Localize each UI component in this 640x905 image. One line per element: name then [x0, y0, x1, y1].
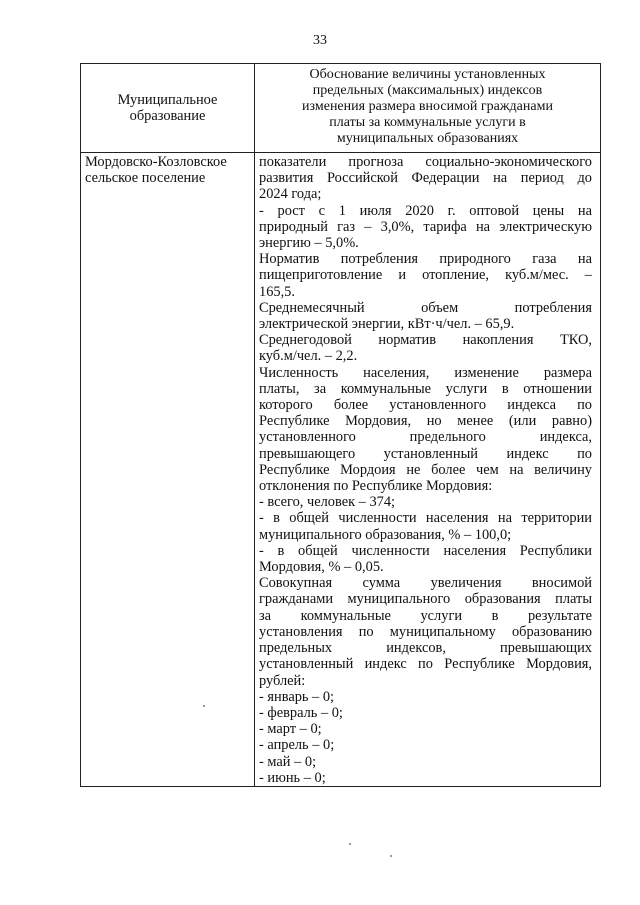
justification-line: - в общей численности населения Республики [259, 542, 592, 559]
justification-line: Численность населения, изменение размера [259, 364, 592, 381]
justification-line: - март – 0; [259, 721, 322, 738]
justification-line: Республике Мордовия, но менее (или равно) [259, 413, 592, 430]
justification-line: - в общей численности населения на территории [259, 510, 592, 527]
justification-line: - всего, человек – 374; [259, 494, 396, 511]
header-justification-line: муниципальных образованиях [336, 131, 519, 146]
row-justification [255, 153, 601, 787]
justification-line: электрической энергии, кВт·ч/чел. – 65,9. [259, 316, 515, 333]
justification-line: которого более установленного индекса по [259, 397, 592, 414]
justification-line: за коммунальные услуги в результате [259, 607, 592, 624]
scan-speck [203, 705, 205, 707]
header-justification-line: платы за коммунальные услуги в [329, 115, 526, 130]
justification-line: Среднегодовой норматив накопления ТКО, [259, 332, 592, 349]
justification-line: - июнь – 0; [259, 769, 326, 786]
justification-line: установленный индекс по Республике Мордовия, [259, 656, 592, 673]
header-municipality-text: Муниципальное образование [117, 91, 218, 124]
justification-line: - февраль – 0; [259, 704, 343, 721]
row-municipality [81, 153, 255, 787]
indices-table [80, 63, 601, 787]
justification-text [259, 154, 592, 786]
justification-line: муниципального образования, % – 100,0; [259, 526, 512, 543]
table-row [81, 153, 601, 787]
header-justification-line: изменения размера вносимой гражданами [302, 99, 553, 114]
justification-line: - апрель – 0; [259, 737, 335, 754]
scan-speck [390, 855, 392, 857]
justification-line: 165,5. [259, 283, 295, 300]
header-municipality [81, 64, 255, 153]
justification-line: показатели прогноза социально-экономического [259, 154, 592, 170]
justification-line: Норматив потребления природного газа на [259, 251, 592, 268]
justification-line: гражданами муниципального образования платы [259, 591, 592, 608]
justification-line: - январь – 0; [259, 688, 335, 705]
justification-line: куб.м/чел. – 2,2. [259, 348, 358, 365]
scan-speck [349, 843, 351, 845]
justification-line: превышающего установленный индекс по [259, 445, 592, 462]
justification-line: Мордовия, % – 0,05. [259, 559, 384, 576]
header-justification [255, 64, 601, 153]
justification-line: предельных индексов, превышающих [259, 640, 592, 657]
page-number: 33 [313, 33, 327, 48]
justification-line: 2024 года; [259, 186, 322, 203]
justification-line: природный газ – 3,0%, тарифа на электрическую [259, 218, 592, 235]
justification-line: Республике Мордоия не более чем на величину [259, 461, 592, 478]
justification-line: - май – 0; [259, 753, 317, 770]
justification-line: установления по муниципальному образованию [259, 623, 592, 640]
municipality-name-line: Мордовско-Козловское [85, 154, 227, 170]
header-justification-line: Обоснование величины установленных [309, 67, 546, 82]
justification-line: Совокупная сумма увеличения вносимой [259, 575, 592, 592]
header-justification-line: предельных (максимальных) индексов [312, 83, 543, 98]
justification-line: Среднемесячный объем потребления [259, 299, 592, 316]
justification-line: платы, за коммунальные услуги в отношении [259, 380, 592, 397]
municipality-name-line: сельское поселение [85, 170, 206, 187]
justification-line: энергию – 5,0%. [259, 235, 359, 252]
justification-line: отклонения по Республике Мордовия: [259, 478, 493, 495]
justification-line: пищеприготовление и отопление, куб.м/мес. – [259, 267, 592, 284]
justification-line: - рост с 1 июля 2020 г. оптовой цены на [259, 202, 592, 219]
justification-line: рублей: [259, 672, 306, 689]
justification-line: установленного предельного индекса, [259, 429, 592, 446]
justification-line: развития Российской Федерации на период до [259, 170, 592, 187]
table-header-row [81, 64, 601, 153]
